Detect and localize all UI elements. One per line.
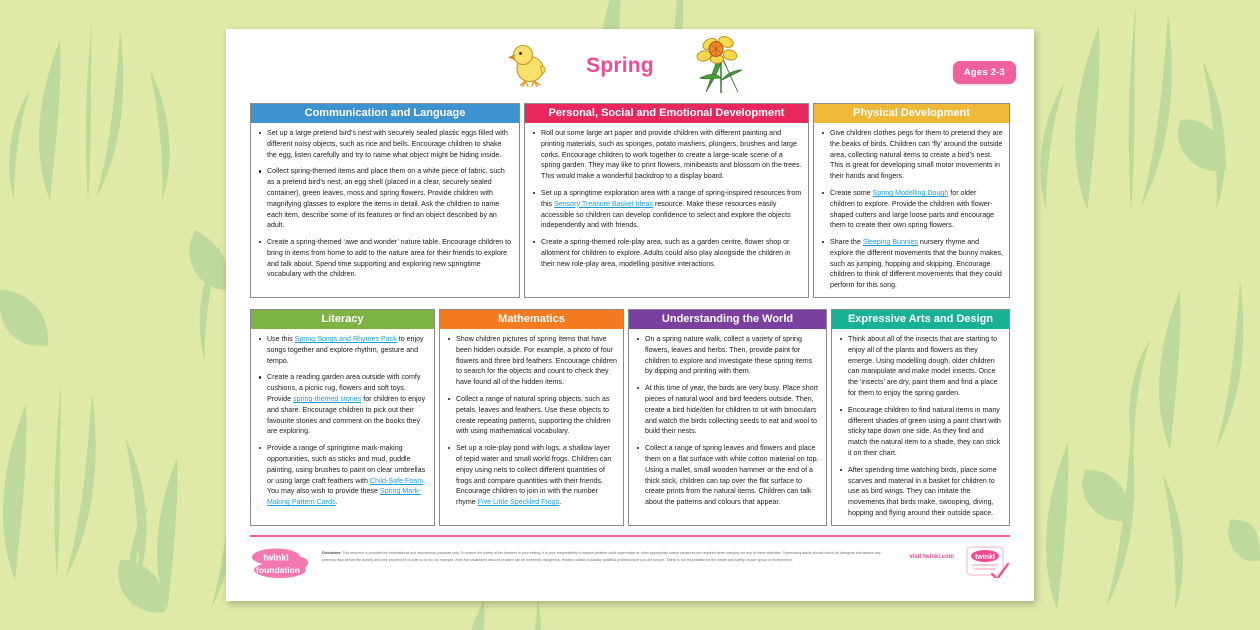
twinkl-foundation-logo[interactable] <box>250 544 312 585</box>
column-physical-development <box>813 103 1010 298</box>
activity-list <box>255 334 428 508</box>
chick-icon <box>508 41 550 92</box>
activity-item: After spending time watching birds, place some scarves and material in a basket for children to use as bird wings. They can imitate the movements that birds make, swooping, diving, hopping and flying around their outside space. <box>848 465 1003 519</box>
column-heading: Literacy <box>251 310 434 329</box>
activity-grid-row-2 <box>250 309 1010 526</box>
activity-item: Create a spring-themed ‘awe and wonder’ nature table. Encourage children to bring in items from home to add to the nature area for their friends to explore and talk about. Spend time supporting and exploring new springtime vocabulary with the children. <box>267 238 512 279</box>
column-expressive-arts-and-design <box>831 309 1010 526</box>
activity-item: Collect spring-themed items and place them on a white piece of fabric, such as a pretend bird’s nest, an egg shell (placed in a clear, securely sealed container), green leaves, moss and spring flowers. Provide children with magnifying glasses to explore the items in detail. Ask the children to name each item, describe some of its features or find an object described by an adult. <box>267 166 513 231</box>
link-sleeping-bunnies[interactable]: Sleeping Bunnies <box>862 238 918 247</box>
link-spring-mark-making-pattern-cards[interactable]: Spring Mark-Making Pattern Cards <box>267 487 421 507</box>
activity-item: Provide a range of springtime mark-making opportunities, such as sticks and mud, puddle painting, using brushes to paint on clear umbrellas or using large craft feathers with Child-Safe Foam. You may also wish to provide these Spring Mark-Making Pattern Cards. <box>267 443 428 508</box>
twinkl-stamp-icon <box>966 546 1010 583</box>
footer-divider <box>250 535 1010 537</box>
column-heading: Communication and Language <box>251 104 519 123</box>
activity-item: Think about all of the insects that are starting to enjoy all of the plants and flowers as they emerge. Using modelling dough, older children can manipulate and make model insects. Once the ‘insects’ are dry, paint them and find a place for them to enjoy the spring garden. <box>848 334 1003 399</box>
link-spring-themed-stories[interactable]: spring-themed stories <box>293 395 362 404</box>
svg-text:foundation: foundation <box>256 564 300 575</box>
printable-sheet <box>226 29 1034 601</box>
link-spring-songs-and-rhymes-pack[interactable]: Spring Songs and Rhymes Pack <box>294 335 397 344</box>
link-spring-modelling-dough[interactable]: Spring Modelling Dough <box>872 189 949 197</box>
activity-item: Share the Sleeping Bunnies nursery rhyme and explore the different movements that the bunny makes, such as jumping, hopping and skipping. Encourage children to think of different movements that they could perform for this song. <box>830 238 1003 290</box>
sheet-header <box>226 29 1034 103</box>
activity-item: Give children clothes pegs for them to pretend they are the beaks of birds. Children can ‘fly’ around the outside area, collecting natural items to create a bird’s nest. This is great for developing small motor movements in their hands and fingers. <box>830 129 1003 181</box>
column-heading: Understanding the World <box>629 310 826 329</box>
column-heading: Personal, Social and Emotional Development <box>525 104 808 123</box>
activity-item: Collect a range of spring leaves and flowers and place them on a flat surface with white cotton material on top. Using a mallet, small wooden hammer or the end of a thick stick, children can tap over the flat surface to create prints from the natural items. Children can talk about the patterns and colours that appear. <box>645 444 819 507</box>
svg-text:twinkl: twinkl <box>975 553 995 561</box>
sheet-footer <box>250 544 1010 585</box>
link-five-little-speckled-frogs[interactable]: Five Little Speckled Frogs <box>477 498 560 507</box>
disclaimer-label: Disclaimer: <box>322 551 342 556</box>
column-understanding-the-world <box>628 309 827 526</box>
activity-list <box>818 128 1003 291</box>
column-communication-and-language <box>250 103 520 298</box>
column-heading: Mathematics <box>440 310 623 329</box>
disclaimer-text <box>322 547 1010 563</box>
column-heading: Expressive Arts and Design <box>832 310 1009 329</box>
activity-item: Set up a springtime exploration area with a range of spring-inspired resources from this Sensory Treasure Basket Ideas resource. Make these resources easily accessible so children can develop confidence to select and explore the objects independently and with friends. <box>541 189 802 230</box>
activity-item: Create a reading garden area outside with comfy cushions, a picnic rug, flowers and soft toys. Provide spring-themed stories for children to enjoy and share. Encourage children to pick out their favourite stories and comment on the books they are exploring. <box>267 372 428 437</box>
activity-item: On a spring nature walk, collect a variety of spring flowers, leaves and herbs. Then, provide paint for children to explore and investigate these spring items by dipping and printing with them. <box>645 334 820 377</box>
visit-twinkl-link[interactable]: visit twinkl.com <box>909 553 954 560</box>
activity-list <box>836 334 1003 519</box>
activity-item: Set up a role-play pond with logs, a shallow layer of tepid water and small world frogs. Children can enjoy using nets to collect different quantities of frogs and compare quantities with their friends. Encourage children to join in with the number rhyme Five Little Speckled Frogs. <box>456 443 617 508</box>
activity-item: Roll out some large art paper and provide children with different painting and printing materials, such as sponges, potato mashers, plungers, brushes and large corks. Encourage children to work together to create a large-scale scene of a spring garden. They may like to print flowers, minibeasts and blossom on the trees. This would make a wonderful backdrop to a display board. <box>541 129 802 181</box>
column-heading: Physical Development <box>814 104 1009 123</box>
activity-item: Collect a range of natural spring objects, such as petals, leaves and feathers. Use these objects to create repeating patterns, supporting the children with using mathematical vocabulary. <box>456 394 617 437</box>
daffodil-icon <box>690 34 752 99</box>
activity-item: Create a spring-themed role-play area, such as a garden centre, flower shop or allotment for children to explore. Adults could also play alongside the children in their new role-play area, modelling positive interactions. <box>541 237 802 269</box>
column-personal-social-and-emotional-development <box>524 103 809 298</box>
svg-text:twinkl: twinkl <box>263 552 289 563</box>
activity-list <box>633 334 820 508</box>
column-mathematics <box>439 309 624 526</box>
activity-item: Use this Spring Songs and Rhymes Pack to enjoy songs together and explore rhythm, gesture and tempo. <box>267 334 428 366</box>
link-sensory-treasure-basket-ideas[interactable]: Sensory Treasure Basket Ideas <box>554 199 653 208</box>
activity-item: Encourage children to find natural items in many different shades of green using a paint chart with sticky tape down one side. As they find and match the natural item to a shade, they can stick it on their chart. <box>848 405 1003 459</box>
activity-list <box>444 334 617 508</box>
disclaimer-body: This resource is provided for informational and educational purposes only. To ensure the safety of the learners in your setting, it is your responsibility to assess whether adult supervision or other appropriate safety measures are required when carrying out any of these activities. Supervising adults should check for allergens and assess any potential risks before the activity and only proceed if it is safe to do so; for example, even the shallowest amount of water can be extremely dangerous. Please contact a suitably qualified professional if you are unsure. Twinkl is not responsible for the health and safety of your group or environment. <box>322 551 881 562</box>
activity-item: Create some Spring Modelling Dough for older children to explore. Provide the children with flower-shaped cutters and large loose parts and encourage them to create their own spring flowers. <box>830 188 1003 231</box>
link-child-safe-foam[interactable]: Child-Safe Foam <box>369 476 424 485</box>
activity-grid-row-1 <box>250 103 1010 298</box>
activity-item: At this time of year, the birds are very busy. Place short pieces of natural wool and bird feeders outside. Then, create a bird hide/den for children to sit with binoculars and watch the birds collecting seeds to eat and wool to build their nests. <box>645 383 820 437</box>
page-title: Spring <box>586 54 654 77</box>
activity-list <box>529 128 802 269</box>
column-literacy <box>250 309 435 526</box>
activity-list <box>255 128 513 280</box>
age-range-badge: Ages 2-3 <box>953 61 1016 84</box>
activity-item: Show children pictures of spring items that have been hidden outside. For example, a photo of four flowers and three bird feathers. Encourage children to search for the objects and count to check they have found all of the hidden items. <box>456 335 617 387</box>
activity-item: Set up a large pretend bird’s nest with securely sealed plastic eggs filled with different noisy objects, such as rice and bells. Encourage children to shake the egg, listen carefully and try to name what object might be hiding inside. <box>267 128 513 160</box>
